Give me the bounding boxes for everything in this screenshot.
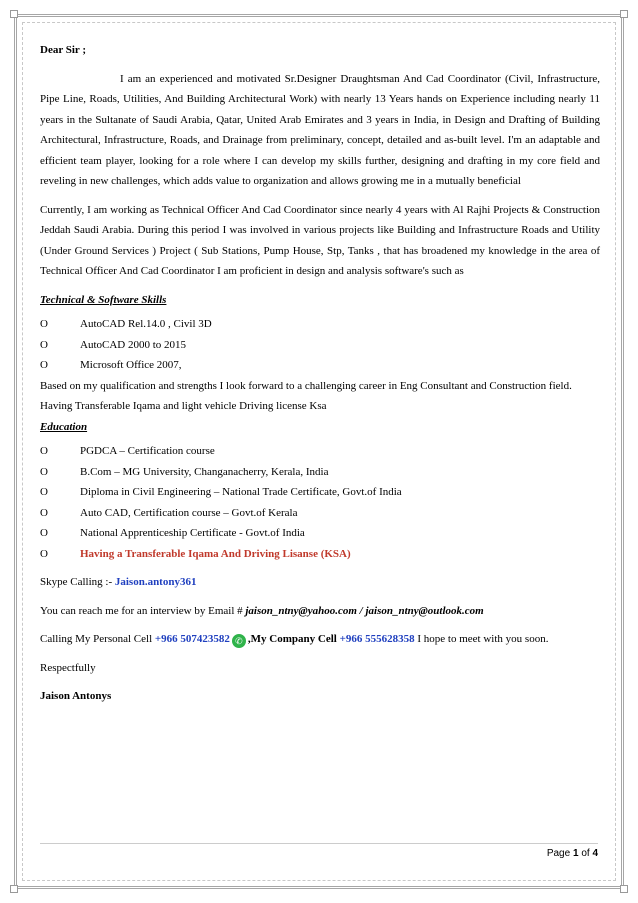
education-text: B.Com – MG University, Changanacherry, Kerala, India — [80, 465, 329, 478]
corner-ornament — [10, 10, 18, 18]
education-item — [40, 482, 600, 503]
skill-item — [40, 335, 600, 356]
current-role-paragraph: Currently, I am working as Technical Officer And Cad Coordinator since nearly 4 years with Al Rajhi Projects & Construction Jeddah Saudi Arabia. During this period I was involved in various projects like Building and Infrastructure Roads and Utility (Under Ground Services ) Project ( Sub Stations, Pump House, Stp, Tanks , that has broadened my knowledge in the area of Technical Officer And Cad Coordinator I am proficient in design and analysis software's such as — [40, 203, 600, 277]
education-item — [40, 441, 600, 462]
education-text: PGDCA – Certification course — [80, 445, 215, 457]
email-label: You can reach me for an interview by Email # — [40, 604, 243, 617]
bullet-mark: O — [40, 547, 48, 560]
personal-phone-number[interactable]: +966 507423582 — [154, 633, 230, 645]
skype-line — [40, 572, 600, 593]
skill-item — [40, 355, 600, 376]
education-item-highlight — [40, 544, 600, 565]
of-label: of — [581, 848, 590, 859]
salutation: Dear Sir ; — [40, 44, 87, 56]
education-item — [40, 503, 600, 524]
skype-id[interactable]: Jaison.antony361 — [114, 576, 197, 588]
corner-ornament — [10, 885, 18, 893]
education-item — [40, 523, 600, 544]
skill-text: Microsoft Office 2007, — [80, 359, 182, 371]
corner-ornament — [620, 885, 628, 893]
company-phone-label: ,My Company Cell — [247, 633, 337, 645]
education-text: Diploma in Civil Engineering – National Trade Certificate, Govt.of India — [80, 486, 402, 498]
email-address-link[interactable]: jaison_ntny@yahoo.com / jaison_ntny@outlook.com — [245, 604, 484, 617]
skype-label: Skype Calling :- — [40, 576, 113, 588]
education-item — [40, 462, 600, 483]
page-number-footer — [547, 848, 598, 859]
bullet-mark: O — [40, 318, 48, 330]
skills-heading: Technical & Software Skills — [40, 293, 167, 306]
page-current: 1 — [572, 848, 579, 859]
bullet-mark: O — [40, 359, 48, 371]
skill-text: AutoCAD Rel.14.0 , Civil 3D — [80, 318, 212, 330]
corner-ornament — [620, 10, 628, 18]
education-heading: Education — [40, 420, 88, 433]
signoff: Respectfully — [40, 661, 96, 674]
letter-body — [40, 40, 600, 707]
email-line — [40, 601, 600, 622]
phone-line — [40, 629, 600, 650]
skill-item — [40, 314, 600, 335]
education-text: Auto CAD, Certification course – Govt.of Kerala — [80, 506, 298, 519]
skill-text: AutoCAD 2000 to 2015 — [80, 338, 187, 351]
bullet-mark: O — [40, 465, 48, 478]
bullet-mark: O — [40, 486, 48, 498]
qualification-paragraph: Based on my qualification and strengths I look forward to a challenging career in Eng Consultant and Construction field. Having Transferable Iqama and light vehicle Driving license Ksa — [40, 379, 572, 412]
bullet-mark: O — [40, 445, 48, 457]
footer-divider — [40, 843, 598, 844]
signature-name: Jaison Antonys — [40, 690, 112, 702]
page-label: Page — [546, 848, 571, 859]
bullet-mark: O — [40, 338, 48, 351]
page-total: 4 — [592, 848, 598, 859]
iqama-highlight: Having a Transferable Iqama And Driving Lisanse (KSA) — [80, 547, 351, 560]
closing-remark: I hope to meet with you soon. — [417, 633, 549, 645]
bullet-mark: O — [40, 506, 48, 519]
phone-label: Calling My Personal Cell — [40, 633, 153, 645]
company-phone-number[interactable]: +966 555628358 — [339, 633, 415, 645]
bullet-mark: O — [40, 527, 48, 539]
intro-paragraph: I am an experienced and motivated Sr.Designer Draughtsman And Cad Coordinator (Civil, Infrastructure, Pipe Line, Roads, Utilities, And Building Architectural Work) with nearly 13 Years hands on Experience including nearly 11 years in the Sultanate of Saudi Arabia, Qatar, United Arab Emirates and 3 years in India, in Design and Drafting of Building Architectural, Infrastructure, Roads, and Drainage from preliminary, concept, detailed and as-built level. I'm an adaptable and efficient team player, looking for a role where I can develop my skills further, designing and drafting in my core field and reveling in new challenges, which adds value to organization and allows growing me in a mutually beneficial — [40, 72, 600, 187]
education-text: National Apprenticeship Certificate - Govt.of India — [80, 527, 305, 539]
whatsapp-icon: ✆ — [232, 634, 246, 648]
